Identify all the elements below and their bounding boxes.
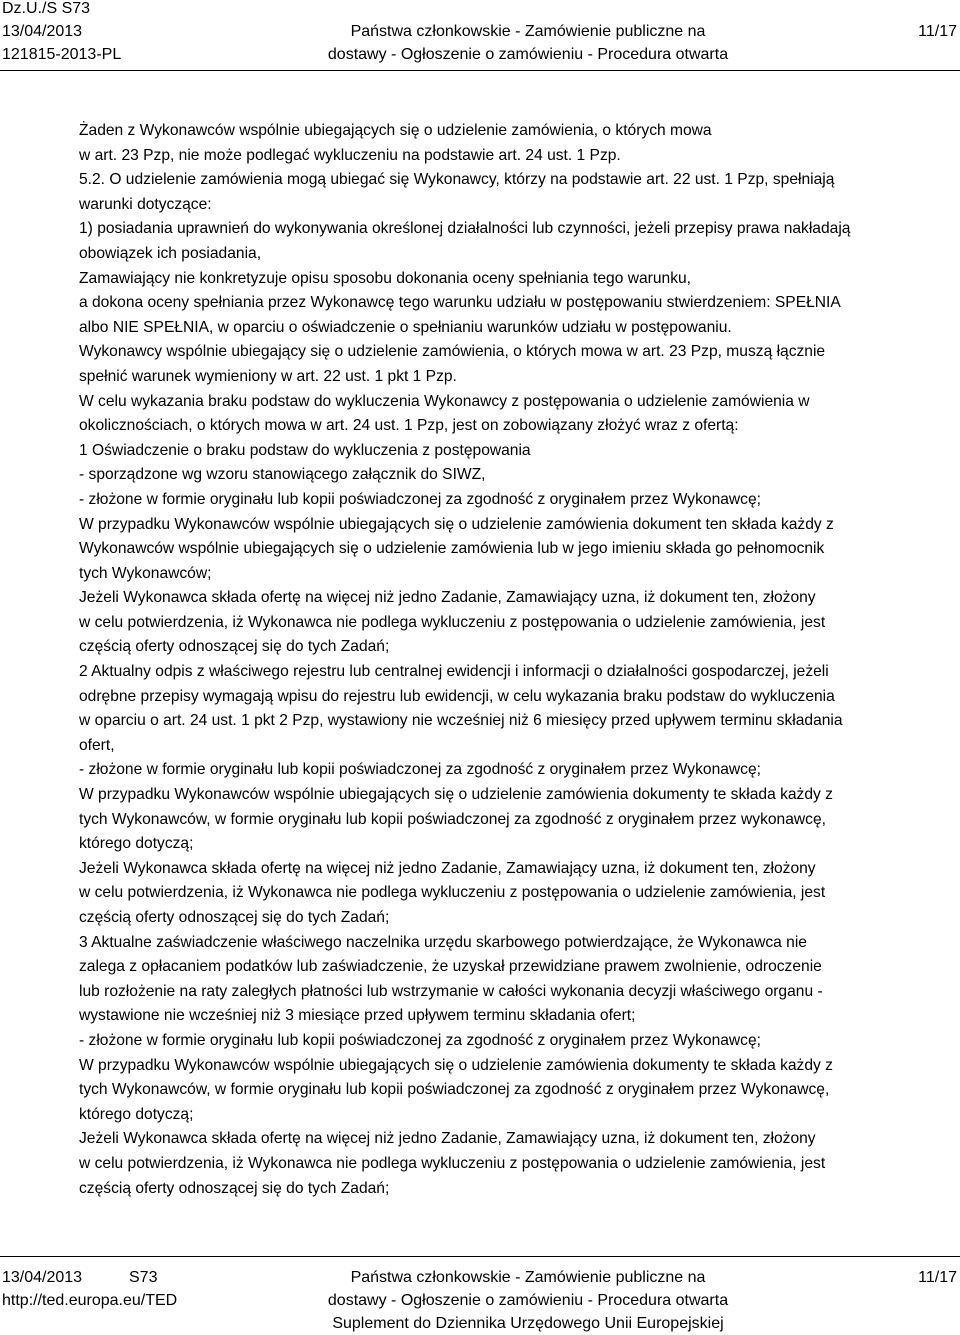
body-text-line: - sporządzone wg wzoru stanowiącego załącznik do SIWZ, (79, 466, 486, 484)
body-text-line: tych Wykonawców, w formie oryginału lub kopii poświadczonej za zgodność z oryginałem przez wykonawcę, (79, 810, 826, 828)
body-text-line: W przypadku Wykonawców wspólnie ubiegających się o udzielenie zamówienia dokument ten składa każdy z (79, 515, 834, 533)
body-text-line: wystawione nie wcześniej niż 3 miesiące przed upływem terminu składania ofert; (79, 1007, 636, 1025)
body-text-line: spełnić warunek wymieniony w art. 22 ust. 1 pkt 1 Pzp. (79, 367, 457, 385)
body-text-line: Żaden z Wykonawców wspólnie ubiegających się o udzielenie zamówienia, o których mowa (79, 122, 712, 139)
body-text-line: warunki dotyczące: (79, 195, 212, 213)
header-page-number: 11/17 (918, 23, 957, 40)
body-text-line: w celu potwierdzenia, iż Wykonawca nie podlega wykluczeniu z postępowania o udzielenie zamówienia, jest (79, 1154, 826, 1172)
body-text-line: 1 Oświadczenie o braku podstaw do wykluczenia z postępowania (79, 441, 531, 459)
body-text-line: Wykonawców wspólnie ubiegających się o udzielenie zamówienia lub w jego imieniu składa go pełnomocnik (79, 540, 825, 558)
header-date: 13/04/2013 (2, 23, 83, 40)
page-footer (0, 1256, 960, 1335)
footer-title-line-1: Państwa członkowskie - Zamówienie publiczne na (350, 1269, 706, 1286)
footer-url-link[interactable]: http://ted.europa.eu/TED (2, 1292, 178, 1309)
header-title-line-1: Państwa członkowskie - Zamówienie publiczne na (350, 23, 706, 40)
header-title-block (300, 20, 756, 66)
body-text-line: ofert, (79, 736, 115, 754)
footer-title-block (300, 1266, 756, 1335)
notice-number: 121815-2013-PL (2, 46, 122, 63)
body-text-line: - złożone w formie oryginału lub kopii poświadczonej za zgodność z oryginałem przez Wykonawcę; (79, 490, 761, 508)
header-left-block (2, 0, 121, 66)
body-text-line: lub rozłożenie na raty zaległych płatności lub wstrzymanie w całości wykonania decyzji właściwego organu - (79, 982, 823, 1000)
body-text-line: w celu potwierdzenia, iż Wykonawca nie podlega wykluczeniu z postępowania o udzielenie zamówienia, jest (79, 884, 826, 902)
body-text-line: Zamawiający nie konkretyzuje opisu sposobu dokonania oceny spełniania tego warunku, (79, 269, 691, 287)
body-text-line: - złożone w formie oryginału lub kopii poświadczonej za zgodność z oryginałem przez Wykonawcę; (79, 1031, 761, 1049)
header-title-line-2: dostawy - Ogłoszenie o zamówieniu - Procedura otwarta (327, 46, 729, 63)
body-text-line: albo NIE SPEŁNIA, w oparciu o oświadczenie o spełnianiu warunków udziału w postępowaniu. (79, 318, 732, 336)
body-text-line: w celu potwierdzenia, iż Wykonawca nie podlega wykluczeniu z postępowania o udzielenie zamówienia, jest (79, 613, 826, 631)
footer-series: S73 (129, 1269, 158, 1286)
body-text-line: a dokona oceny spełniania przez Wykonawcę tego warunku udziału w postępowaniu stwierdzeniem: SPEŁNIA (79, 294, 841, 312)
body-text-line: Jeżeli Wykonawca składa ofertę na więcej niż jedno Zadanie, Zamawiający uzna, iż dokument ten, złożony (79, 1130, 816, 1148)
document-body (79, 119, 959, 1201)
body-text-line: obowiązek ich posiadania, (79, 244, 262, 262)
body-text-line: częścią oferty odnoszącej się do tych Zadań; (79, 909, 390, 926)
body-text-line: w oparciu o art. 24 ust. 1 pkt 2 Pzp, wystawiony nie wcześniej niż 6 miesięcy przed upływem terminu składania (79, 712, 843, 730)
footer-date: 13/04/2013 (2, 1269, 83, 1286)
body-text-line: 5.2. O udzielenie zamówienia mogą ubiegać się Wykonawcy, którzy na podstawie art. 22 ust. 1 Pzp, spełniają (79, 171, 835, 189)
journal-reference: Dz.U./S S73 (2, 0, 91, 17)
body-text-line: w art. 23 Pzp, nie może podlegać wykluczeniu na podstawie art. 24 ust. 1 Pzp. (79, 146, 621, 164)
body-text-line: 2 Aktualny odpis z właściwego rejestru lub centralnej ewidencji i informacji o działalności gospodarczej, jeżeli (79, 663, 829, 681)
body-text-line: W przypadku Wykonawców wspólnie ubiegających się o udzielenie zamówienia dokumenty te składa każdy z (79, 1056, 833, 1074)
body-text-line: Jeżeli Wykonawca składa ofertę na więcej niż jedno Zadanie, Zamawiający uzna, iż dokument ten, złożony (79, 589, 816, 607)
body-text-line: W celu wykazania braku podstaw do wykluczenia Wykonawcy z postępowania o udzielenie zamówienia w (79, 392, 810, 410)
body-text-line: tych Wykonawców, w formie oryginału lub kopii poświadczonej za zgodność z oryginałem przez Wykonawcę, (79, 1081, 830, 1099)
footer-title-line-2: dostawy - Ogłoszenie o zamówieniu - Procedura otwarta (327, 1292, 729, 1309)
body-text-line: W przypadku Wykonawców wspólnie ubiegających się o udzielenie zamówienia dokumenty te składa każdy z (79, 786, 833, 804)
body-text-line: Wykonawcy wspólnie ubiegający się o udzielenie zamówienia, o których mowa w art. 23 Pzp, muszą łącznie (79, 343, 826, 361)
body-text-line: 1) posiadania uprawnień do wykonywania określonej działalności lub czynności, jeżeli przepisy prawa nakładają (79, 220, 851, 238)
body-text-line: częścią oferty odnoszącej się do tych Zadań; (79, 638, 390, 656)
body-text-line: odrębne przepisy wymagają wpisu do rejestru lub ewidencji, w celu wykazania braku podstaw do wykluczenia (79, 687, 835, 705)
body-text-line: Jeżeli Wykonawca składa ofertę na więcej niż jedno Zadanie, Zamawiający uzna, iż dokument ten, złożony (79, 859, 816, 877)
body-text-line: zalega z opłacaniem podatków lub zaświadczenie, że uzyskał przewidziane prawem zwolnienie, odroczenie (79, 958, 822, 976)
body-text-line: okolicznościach, o których mowa w art. 24 ust. 1 Pzp, jest on zobowiązany złożyć wraz z ofertą: (79, 417, 739, 435)
body-text-line: - złożone w formie oryginału lub kopii poświadczonej za zgodność z oryginałem przez Wykonawcę; (79, 761, 761, 779)
page-header (0, 0, 960, 71)
body-text-line: 3 Aktualne zaświadczenie właściwego naczelnika urzędu skarbowego potwierdzające, że Wykonawca nie (79, 933, 807, 951)
body-text-line: którego dotyczą; (79, 835, 194, 853)
footer-supplement-title: Suplement do Dziennika Urzędowego Unii Europejskiej (332, 1315, 724, 1332)
footer-left-block (2, 1266, 177, 1312)
body-text-line: tych Wykonawców; (79, 564, 212, 582)
body-text-line: częścią oferty odnoszącej się do tych Zadań; (79, 1179, 390, 1197)
footer-page-number: 11/17 (918, 1269, 957, 1286)
body-text-line: którego dotyczą; (79, 1105, 194, 1123)
